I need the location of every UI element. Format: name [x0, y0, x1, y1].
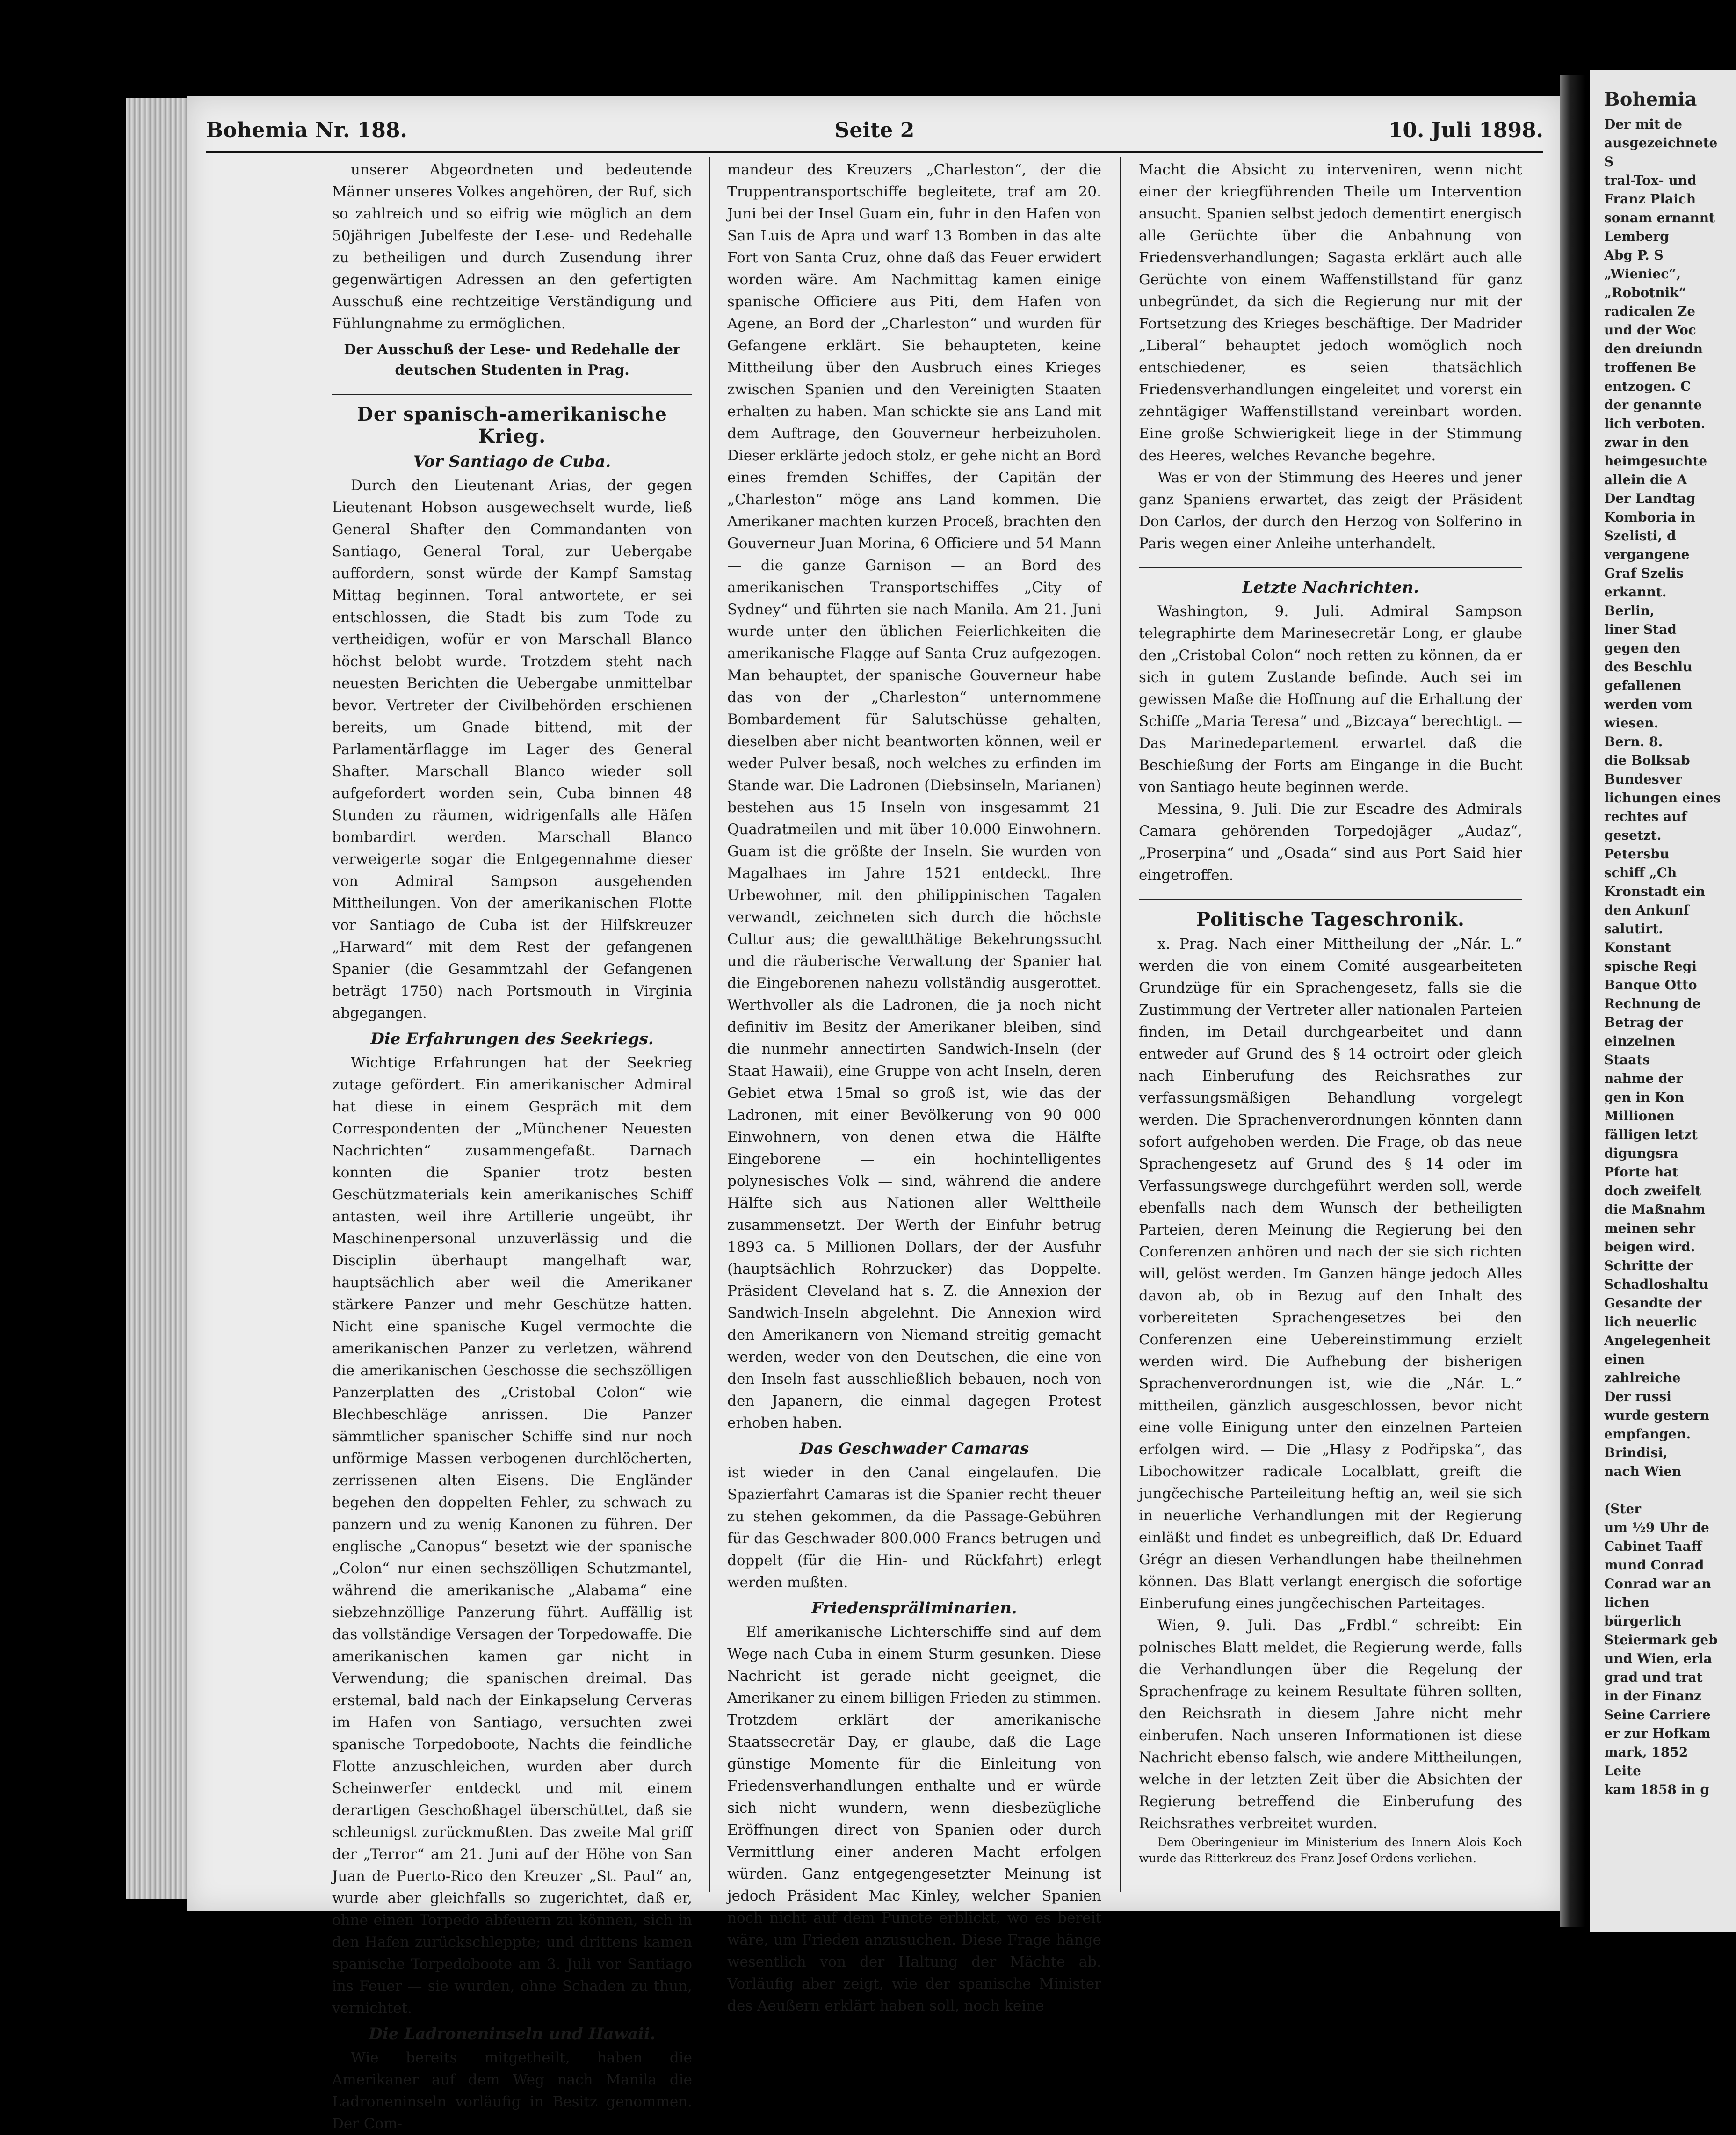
film-border-left: [0, 0, 126, 2111]
masthead-issue: Bohemia Nr. 188.: [206, 118, 407, 142]
section-divider: [332, 393, 692, 395]
signature: Der Ausschuß der Lese- und Redehalle der deutschen Studenten in Prag.: [344, 341, 680, 378]
article-paragraph: ist wieder in den Canal eingelaufen. Die Spazierfahrt Camaras ist die Spanier recht theuer zu stehen gekommen, da die Passage-Gebühren für das Geschwader 800.000 Francs betrugen und doppelt (für die Hin- und Rückfahrt) erlegt werden mußten.: [727, 1464, 1101, 1591]
section-heading: Politische Tageschronik.: [1196, 908, 1465, 930]
header-rule: [206, 151, 1543, 153]
newspaper-page: [187, 96, 1562, 2132]
subheading: Die Ladroneninseln und Hawaii.: [369, 2025, 656, 2043]
article-paragraph: Washington, 9. Juli. Admiral Sampson telegraphirte dem Marinesecretär Long, er glaube den „Cristobal Colon“ noch retten zu können, da er sich in gutem Zustande befinde. Auch sei im gewissen Maße die Hoffnung auf die Erhaltung der Schiffe „Maria Teresa“ und „Bizcaya“ berechtigt. — Das Marinedepartement erwartet daß die Beschießung der Forts am Eingange in die Bucht von Santiago heute beginnen werde.: [1139, 603, 1522, 796]
article-paragraph: Durch den Lieutenant Arias, der gegen Lieutenant Hobson ausgewechselt wurde, ließ General Shafter den Commandanten von Santiago, General Toral, zur Uebergabe auffordern, sonst würde der Kampf Samstag Mittag beginnen. Toral antwortete, er sei entschlossen, die Stadt bis zum Tode zu vertheidigen, wofür er von Marschall Blanco höchst belobt wurde. Trotzdem steht nach neuesten Berichten die Uebergabe unmittelbar bevor. Vertreter der Civilbehörden erschienen bereits, um Gnade bittend, mit der Parlamentärflagge im Lager des General Shafter. Marschall Blanco wieder soll aufgefordert worden sein, Cuba binnen 48 Stunden zu räumen, widrigenfalls alle Häfen bombardirt werden. Marschall Blanco verweigerte sogar die Entgegennahme dieser von Admiral Sampson ausgehenden Mittheilungen. Von der amerikanischen Flotte vor Santiago de Cuba ist der Hilfskreuzer „Harward“ mit dem Rest der gefangenen Spanier (die Gesammtzahl der Gefangenen beträgt 1750) nach Portsmouth in Virginia abgegangen.: [332, 477, 692, 1022]
page-number: Seite 2: [834, 118, 915, 142]
adjacent-page-text: Der mit de ausgezeichnete S tral-Tox- und Franz Plaich sonam ernannt Lemberg Abg P. S „Wieniec“, „Robotnik“ radicalen Ze und der Woc den dreiundn troffenen Be entzogen. C der genannte lich verboten. zwar in den heimgesuchte allein die A Der Landtag Komboria in Szelisti, d vergangene Graf Szelis erkannt. Berlin, liner Stad gegen den des Beschlu gefallenen werden vom wiesen. Bern. 8. die Bolksab Bundesver lichungen eines rechtes auf gesetzt. Petersbu schiff „Ch Kronstadt ein den Ankunf salutirt. Konstant spische Regi Banque Otto Rechnung de Betrag der einzelnen Staats nahme der gen in Kon Millionen fälligen letzt digungsra Pforte hat doch zweifelt die Maßnahm meinen sehr beigen wird. Schritte der Schadloshaltu Gesandte der lich neuerlic Angelegenheit einen zahlreiche Der russi wurde gestern empfangen. Brindisi, nach Wien (Ster um ½9 Uhr de Cabinet Taaff mund Conrad Conrad war an lichen bürgerlich Steiermark geb und Wien, erla grad und trat in der Finanz Seine Carriere er zur Hofkam mark, 1852 Leite kam 1858 in g: [1604, 116, 1721, 1797]
column-rule: [1120, 157, 1121, 1892]
adjacent-page-fragment: [1590, 70, 1736, 1932]
page-gutter-shadow: [1560, 75, 1585, 1927]
page-header: [206, 118, 1543, 146]
article-paragraph: Wie bereits mitgetheilt, haben die Amerikaner auf dem Weg nach Manila die Ladroneninseln vorläufig in Besitz genommen. Der Com-: [332, 2049, 692, 2132]
section-divider: [1139, 567, 1522, 568]
notice-paragraph: Dem Oberingenieur im Ministerium des Innern Alois Koch wurde das Ritterkreuz des Franz Josef-Ordens verliehen.: [1139, 1836, 1522, 1865]
subheading: Letzte Nachrichten.: [1242, 578, 1419, 597]
article-paragraph: Macht die Absicht zu interveniren, wenn nicht einer der kriegführenden Theile um Intervention ansucht. Spanien selbst jedoch dementirt energisch alle Gerüchte über die Anbahnung von Friedensverhandlungen; Sagasta erklärt auch alle Gerüchte von einem Waffenstillstand für ganz unbegründet, da sich die Regierung nur mit der Fortsetzung des Krieges beschäftige. Der Madrider „Liberal“ behauptet jedoch womöglich noch entschiedener, es seien thatsächlich Friedensverhandlungen eingeleitet und vorerst ein zehntägiger Waffenstillstand vereinbart worden. Eine große Schwierigkeit liege in der Stimmung des Heeres, welches Revanche begehre.: [1139, 161, 1522, 464]
column-2: [727, 159, 1101, 2014]
column-3: [1139, 159, 1522, 1892]
column-1: [332, 159, 692, 2132]
subheading: Das Geschwader Camaras: [799, 1439, 1029, 1458]
book-page-edges: [126, 98, 192, 1899]
issue-date: 10. Juli 1898.: [1388, 118, 1543, 142]
column-rule: [709, 157, 710, 1892]
article-paragraph: Wien, 9. Juli. Das „Frdbl.“ schreibt: Ein polnisches Blatt meldet, die Regierung werde, falls die Verhandlungen über die Regelung der Sprachenfrage zu keinem Resultate führen sollten, den Reichsrath in diesem Jahre nicht mehr einberufen. Nach unseren Informationen ist diese Nachricht ebenso falsch, wie andere Mittheilungen, welche in der letzten Zeit über die Absichten der Regierung betreffend die Einberufung des Reichsrathes verbreitet wurden.: [1139, 1617, 1522, 1832]
article-paragraph: mandeur des Kreuzers „Charleston“, der die Truppentransportschiffe begleitete, traf am 20. Juni bei der Insel Guam ein, fuhr in den Hafen von San Luis de Apra und warf 13 Bomben in das alte Fort von Santa Cruz, ohne daß das Feuer erwidert worden wäre. Am Nachmittag kamen einige spanische Officiere aus Piti, dem Hafen von Agene, an Bord der „Charleston“ und wurden für Gefangene erklärt. Sie behaupteten, keine Mittheilung über den Ausbruch eines Krieges zwischen Spanien und den Vereinigten Staaten erhalten zu haben. Man schickte sie ans Land mit dem Auftrage, den Gouverneur herbeizuholen. Dieser erklärte jedoch stolz, er gehe nicht an Bord eines fremden Schiffes, der Capitän der „Charleston“ möge ans Land kommen. Die Amerikaner machten kurzen Proceß, brachten den Gouverneur Juan Morina, 6 Officiere und 54 Mann — die ganze Garnison — an Bord des amerikanischen Transportschiffes „City of Sydney“ und führten sie nach Manila. Am 21. Juni wurde unter den üblichen Feierlichkeiten die amerikanische Flagge auf Santa Cruz aufgezogen. Man behauptet, der spanische Gouverneur habe das von der „Charleston“ unternommene Bombardement für Salutschüsse gehalten, dieselben aber nicht beantworten können, weil er weder Pulver besaß, noch welches zu erfinden im Stande war. Die Ladronen (Diebsinseln, Marianen) bestehen aus 15 Inseln von insgesammt 21 Quadratmeilen und mit über 10.000 Einwohnern. Guam ist die größte der Inseln. Sie wurden von Magalhaes im Jahre 1521 entdeckt. Ihre Urbewohner, mit den philippinischen Tagalen verwandt, zeichneten sich durch die höchste Cultur aus; die gewaltthätige Bekehrungssucht und die räuberische Verwaltung der Spanier hat die Eingeborenen nahezu vollständig ausgerottet. Werthvoller als die Ladronen, die ja noch nicht definitiv im Besitz der Amerikaner bleiben, sind die nunmehr annectirten Sandwich-Inseln (der Staat Hawaii), eine Gruppe von acht Inseln, deren Gebiet etwa 15mal so groß ist, wie das der Ladronen, mit einer Bevölkerung von 90 000 Einwohnern, von denen etwa die Hälfte Eingeborene — ein hochintelligentes polynesisches Volk — sind, während die andere Hälfte sich aus Nationen aller Welttheile zusammensetzt. Der Werth der Einfuhr betrug 1893 ca. 5 Millionen Dollars, der der Ausfuhr (hauptsächlich Rohrzucker) das Doppelte. Präsident Cleveland hat s. Z. die Annexion der Sandwich-Inseln abgelehnt. Die Annexion wird den Amerikanern von Niemand streitig gemacht werden, weder von den Deutschen, die eine von den Inseln fast ausschließlich bebauen, noch von den Japanern, die einmal dagegen Protest erhoben haben.: [727, 161, 1101, 1431]
subheading: Die Erfahrungen des Seekriegs.: [370, 1030, 654, 1048]
article-paragraph: Was er von der Stimmung des Heeres und jener ganz Spaniens erwartet, das zeigt der Präsident Don Carlos, der durch den Herzog von Solferino in Paris wegen einer Anleihe unterhandelt.: [1139, 469, 1522, 552]
subheading: Vor Santiago de Cuba.: [413, 452, 611, 471]
section-heading: Der spanisch-amerikanische Krieg.: [357, 403, 667, 447]
article-paragraph: Wichtige Erfahrungen hat der Seekrieg zutage gefördert. Ein amerikanischer Admiral hat diese in einem Gespräch mit dem Correspondenten der „Münchener Neuesten Nachrichten“ zusammengefaßt. Darnach konnten die Spanier trotz besten Geschützmaterials kein amerikanisches Schiff antasten, weil ihre Artillerie ungeübt, ihr Maschinenpersonal unzuverlässig und die Disciplin überhaupt mangelhaft war, hauptsächlich aber weil die Amerikaner stärkere Panzer und mehr Geschütze hatten. Nicht eine spanische Kugel vermochte die amerikanischen Panzer zu verletzen, während die amerikanischen Geschosse die sechszölligen Panzerplatten des „Cristobal Colon“ wie Blechbeschläge anrissen. Die Panzer sämmtlicher spanischer Schiffe sind nur noch unförmige Massen verbogenen durchlöcherten, zerrissenen alten Eisens. Die Engländer begehen den doppelten Fehler, zu schwach zu panzern und zu wenig Kanonen zu führen. Der englische „Canopus“ besetzt wie der spanische „Colon“ nur einen sechszölligen Schutzmantel, während die amerikanische „Alabama“ eine siebzehnzöllige Panzerung führt. Auffällig ist das vollständige Versagen der Torpedowaffe. Die amerikanischen kamen gar nicht in Verwendung; die spanischen dreimal. Das erstemal, bald nach der Einkapselung Cerveras im Hafen von Santiago, versuchten zwei spanische Torpedoboote, Nachts die feindliche Flotte anzuschleichen, wurden aber durch Scheinwerfer entdeckt und mit einem derartigen Geschoßhagel überschüttet, daß sie schleunigst zurückmußten. Das zweite Mal griff der „Terror“ am 21. Juni auf der Höhe von San Juan de Puerto-Rico den Kreuzer „St. Paul“ an, wurde aber gleichfalls so zugerichtet, daß er, ohne einen Torpedo abfeuern zu können, sich in den Hafen zurückschleppte; und drittens kamen spanische Torpedoboote am 3. Juli vor Santiago ins Feuer — sie wurden, ohne Schaden zu thun, vernichtet.: [332, 1054, 692, 2017]
article-paragraph: Elf amerikanische Lichterschiffe sind auf dem Wege nach Cuba in einem Sturm gesunken. Diese Nachricht ist gerade nicht geeignet, die Amerikaner zu einem billigen Frieden zu stimmen. Trotzdem erklärt der amerikanische Staatssecretär Day, er glaube, daß die Lage günstige Momente für die Einleitung von Friedensverhandlungen enthalte und er würde sich nicht wundern, wenn diesbezügliche Eröffnungen direct von Spanien oder durch Vermittlung einer anderen Macht erfolgen würden. Ganz entgegengesetzter Meinung ist jedoch Präsident Mac Kinley, welcher Spanien noch nicht auf dem Puncte erblickt, wo es bereit wäre, um Frieden anzusuchen. Diese Frage hänge wesentlich von der Haltung der Mächte ab. Vorläufig aber zeigt, wie der spanische Minister des Aeußern erklärt haben soll, noch keine: [727, 1624, 1101, 2014]
article-paragraph: Messina, 9. Juli. Die zur Escadre des Admirals Camara gehörenden Torpedojäger „Audaz“, „Proserpina“ und „Osada“ sind aus Port Said hier eingetroffen.: [1139, 801, 1522, 884]
article-paragraph: unserer Abgeordneten und bedeutende Männer unseres Volkes angehören, der Ruf, sich so zahlreich und so eifrig wie möglich an dem 50jährigen Jubelfeste der Lese- und Redehalle zu betheiligen und durch Zusendung ihrer gegenwärtigen Adressen an den gefertigten Ausschuß eine rechtzeitige Verständigung und Fühlungnahme zu ermöglichen.: [332, 161, 692, 332]
article-paragraph: x. Prag. Nach einer Mittheilung der „Nár. L.“ werden die von einem Comité ausgearbeiteten Grundzüge für ein Sprachengesetz, falls sie die Zustimmung der Vertreter aller nationalen Parteien finden, im Detail durchgearbeitet und dann entweder auf Grund des § 14 octroirt oder gleich nach Einberufung des Reichsrathes zur verfassungsmäßigen Behandlung vorgelegt werden. Die Sprachenverordnungen könnten dann sofort aufgehoben werden. Die Frage, ob das neue Sprachengesetz auf Grund des § 14 oder im Verfassungswege durchgeführt werden soll, werde ebenfalls nach dem Wunsch der betheiligten Parteien, deren Meinung die Regierung bei den Conferenzen anhören und nach der sie sich richten will, gelöst werden. Im Ganzen hänge jedoch Alles davon ab, ob in Bezug auf den Inhalt des vorbereiteten Sprachengesetzes bei den Conferenzen eine Uebereinstimmung erzielt werden wird. Die Aufhebung der bisherigen Sprachenverordnungen ist, wie die „Nár. L.“ mittheilen, gänzlich ausgeschlossen, bevor nicht eine volle Einigung unter den einzelnen Parteien erfolgen wird. — Die „Hlasy z Podřipska“, das Libochowitzer radicale Localblatt, greift die jungčechische Parteileitung heftig an, weil sie sich in neuerliche Verhandlungen mit der Regierung einläßt und findet es unbegreiflich, daß Dr. Eduard Grégr an diesen Verhandlungen habe theilnehmen können. Das Blatt verlangt energisch die sofortige Einberufung eines jungčechischen Parteitages.: [1139, 936, 1522, 1612]
adjacent-page-header: Bohemia: [1604, 88, 1697, 110]
section-divider: [1139, 899, 1522, 900]
subheading: Friedenspräliminarien.: [811, 1599, 1017, 1618]
